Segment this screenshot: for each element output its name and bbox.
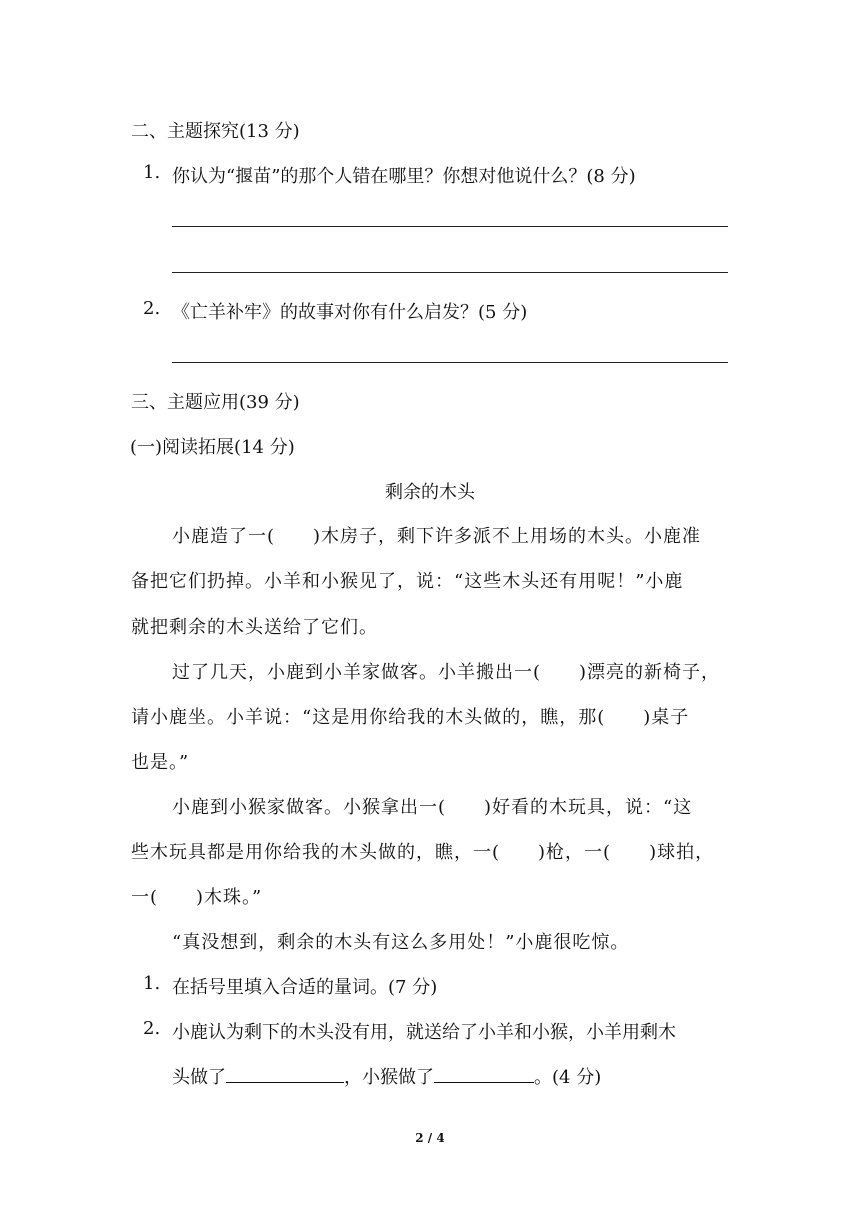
- answer-line[interactable]: [172, 226, 728, 227]
- story-line: 请小鹿坐。小羊说：“这是用你给我的木头做的，瞧，那( )桌子: [131, 707, 690, 728]
- story-line: 小鹿到小猴家做客。小猴拿出一( )好看的木玩具，说：“这: [172, 797, 693, 818]
- story-line: 就把剩余的木头送给了它们。: [131, 617, 378, 638]
- story-line: “真没想到，剩余的木头有这么多用处！”小鹿很吃惊。: [172, 932, 630, 953]
- section-heading-2: 二、主题探究(13 分): [131, 121, 300, 142]
- story-line: 小鹿造了一( )木房子，剩下许多派不上用场的木头。小鹿准: [172, 526, 702, 547]
- fill-blank[interactable]: [226, 1064, 344, 1083]
- story-line: 备把它们扔掉。小羊和小猴见了，说：“这些木头还有用呢！”小鹿: [131, 571, 684, 592]
- answer-line[interactable]: [172, 362, 728, 363]
- story-line: 一( )木珠。”: [131, 887, 263, 908]
- page-number: 2 / 4: [415, 1131, 445, 1145]
- question-text-part: 头做了: [172, 1067, 226, 1088]
- question-text: 《亡羊补牢》的故事对你有什么启发？(5 分): [172, 302, 528, 323]
- story-line: 些木玩具都是用你给我的木头做的，瞧，一( )枪，一( )球拍，: [131, 842, 715, 863]
- fill-blank[interactable]: [434, 1064, 534, 1083]
- question-number: 1.: [143, 162, 161, 183]
- section-heading-3: 三、主题应用(39 分): [131, 392, 300, 413]
- question-text: 在括号里填入合适的量词。(7 分): [172, 977, 438, 998]
- question-number: 2.: [143, 1018, 161, 1039]
- story-title: 剩余的木头: [385, 482, 475, 503]
- question-number: 1.: [143, 973, 161, 994]
- story-line: 也是。”: [131, 752, 190, 773]
- subsection-heading: (一)阅读拓展(14 分): [130, 437, 295, 458]
- question-number: 2.: [143, 298, 161, 319]
- question-text-part: 。(4 分): [534, 1067, 602, 1088]
- question-text-continued: [172, 1063, 601, 1089]
- answer-line[interactable]: [172, 272, 728, 273]
- question-text: 你认为“揠苗”的那个人错在哪里？你想对他说什么？(8 分): [172, 166, 636, 187]
- question-text: 小鹿认为剩下的木头没有用，就送给了小羊和小猴，小羊用剩木: [172, 1022, 676, 1043]
- question-text-part: ，小猴做了: [344, 1067, 434, 1088]
- story-line: 过了几天，小鹿到小羊家做客。小羊搬出一( )漂亮的新椅子，: [172, 662, 721, 683]
